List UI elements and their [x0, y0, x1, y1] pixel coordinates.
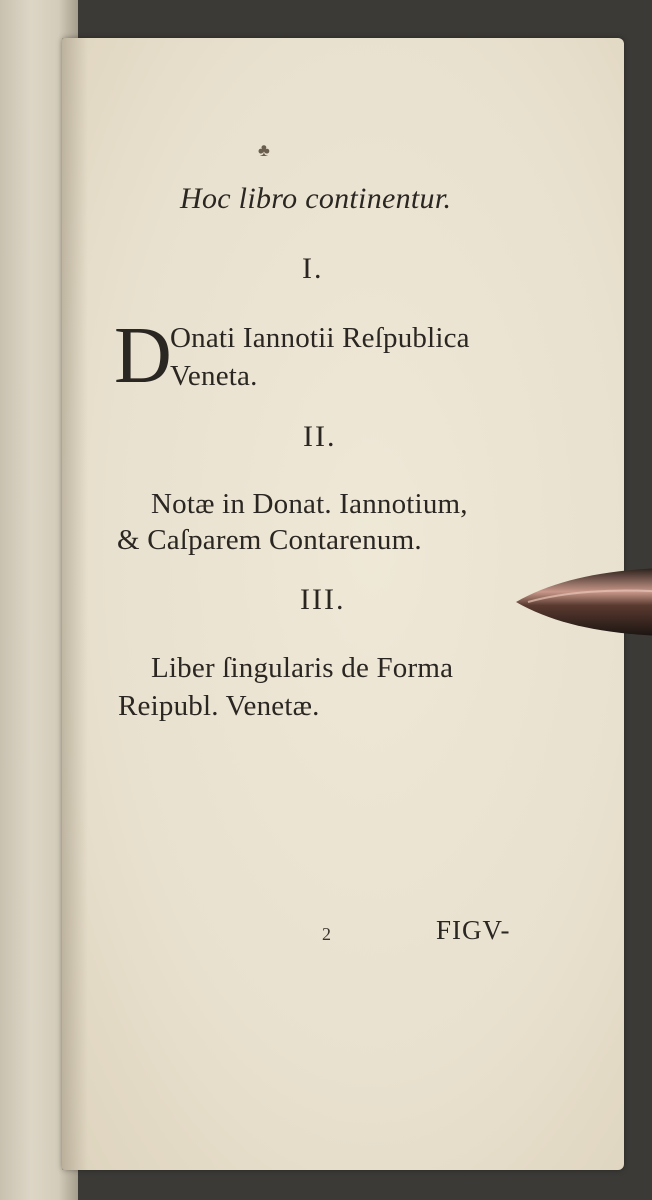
page-pointer-tool: [514, 562, 652, 640]
section-1-line-1: Onati Iannotii Reſpublica: [170, 322, 470, 354]
section-numeral-3: III.: [300, 583, 346, 616]
catchword: FIGV-: [436, 915, 511, 945]
section-2-line-2: & Caſparem Contarenum.: [117, 524, 422, 556]
page-gutter-shadow: [62, 38, 88, 1170]
page-heading: Hoc libro continentur.: [180, 182, 452, 215]
section-numeral-1: I.: [302, 252, 324, 285]
signature-mark: 2: [322, 924, 331, 944]
section-numeral-2: II.: [303, 420, 337, 453]
drop-cap-letter: D: [114, 312, 172, 400]
section-1-line-2: Veneta.: [170, 360, 258, 392]
section-3-line-1: Liber ſingularis de Forma: [151, 652, 454, 684]
section-3-line-2: Reipubl. Venetæ.: [118, 690, 320, 722]
section-2-line-1: Notæ in Donat. Iannotium,: [151, 488, 468, 520]
ink-blot-mark: ♣: [258, 140, 270, 160]
